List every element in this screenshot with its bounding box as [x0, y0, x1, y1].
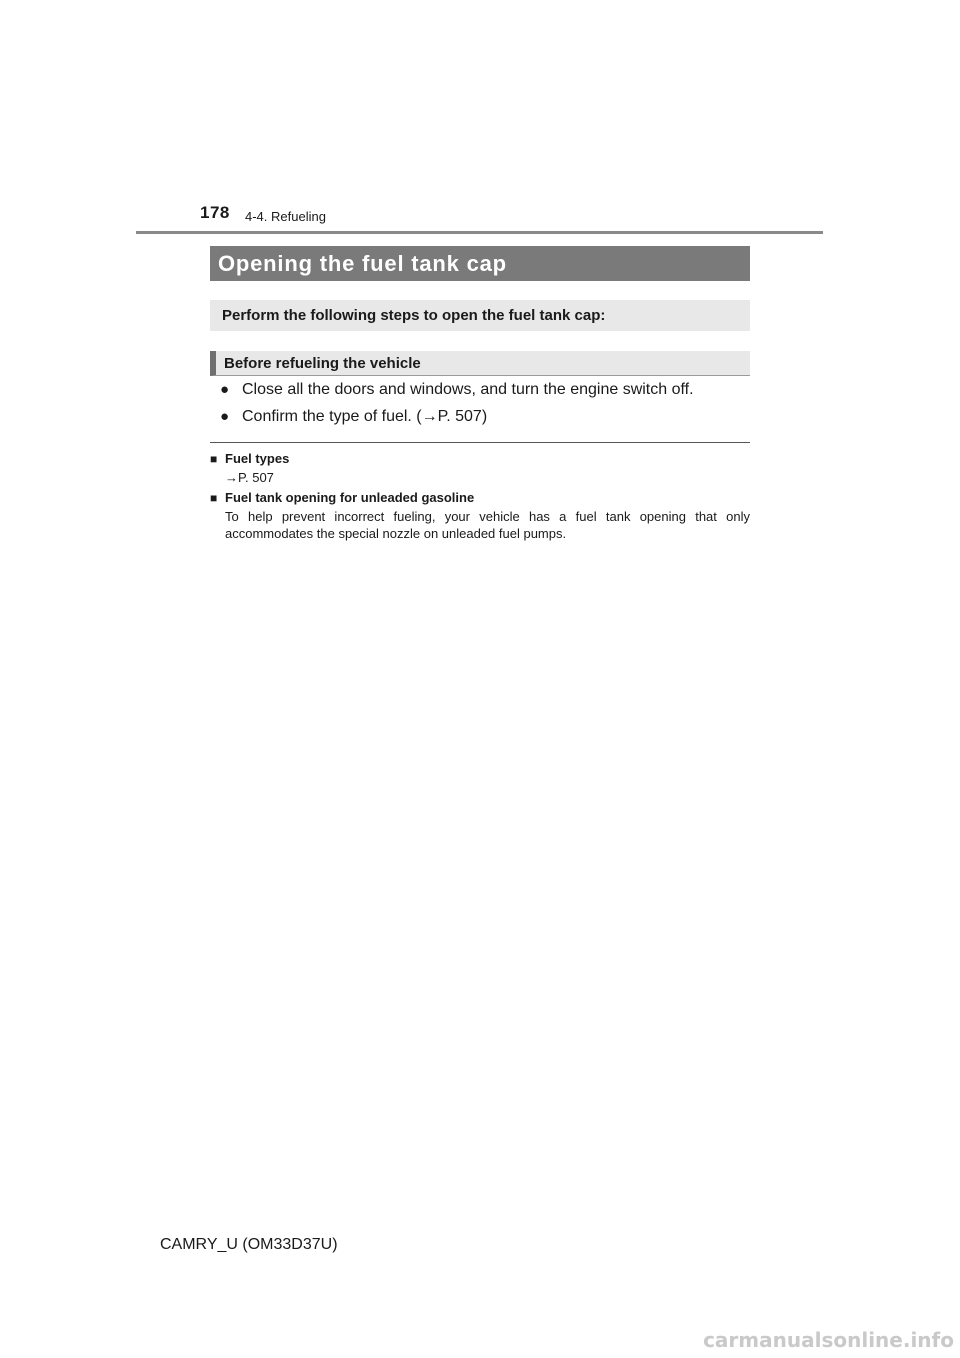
bullet-text: Confirm the type of fuel. (→P. 507)	[242, 408, 488, 425]
bullet-icon: ●	[220, 408, 230, 425]
title-bar	[210, 246, 750, 281]
note-heading	[210, 451, 750, 469]
bullet-list	[220, 381, 750, 435]
subheading-bar	[210, 351, 750, 376]
page-title: Opening the fuel tank cap	[218, 250, 507, 276]
header-rule	[136, 231, 823, 234]
page-number: 178	[200, 203, 230, 222]
bullet-icon: ●	[220, 381, 230, 398]
section-reference: 4-4. Refueling	[245, 209, 326, 224]
note-body: →P. 507	[225, 470, 274, 485]
section-divider	[210, 442, 750, 443]
note-heading	[210, 490, 750, 508]
subheading: Before refueling the vehicle	[224, 354, 421, 372]
intro-text: Perform the following steps to open the fuel tank cap:	[222, 307, 606, 324]
bullet-text: Close all the doors and windows, and turn the engine switch off.	[242, 381, 694, 398]
notes-section	[210, 451, 750, 546]
footer-code: CAMRY_U (OM33D37U)	[160, 1236, 338, 1253]
note-heading-text: Fuel types	[225, 451, 290, 466]
intro-box	[210, 300, 750, 331]
note-body: To help prevent incorrect fueling, your vehicle has a fuel tank opening that only accommodates the special nozzle on unleaded fuel pumps.	[225, 509, 750, 541]
note-heading-text: Fuel tank opening for unleaded gasoline	[225, 490, 475, 505]
list-item	[220, 381, 750, 408]
list-item	[220, 408, 750, 435]
watermark: carmanualsonline.info	[703, 1328, 954, 1352]
square-bullet-icon: ■	[210, 452, 218, 466]
square-bullet-icon: ■	[210, 491, 218, 505]
